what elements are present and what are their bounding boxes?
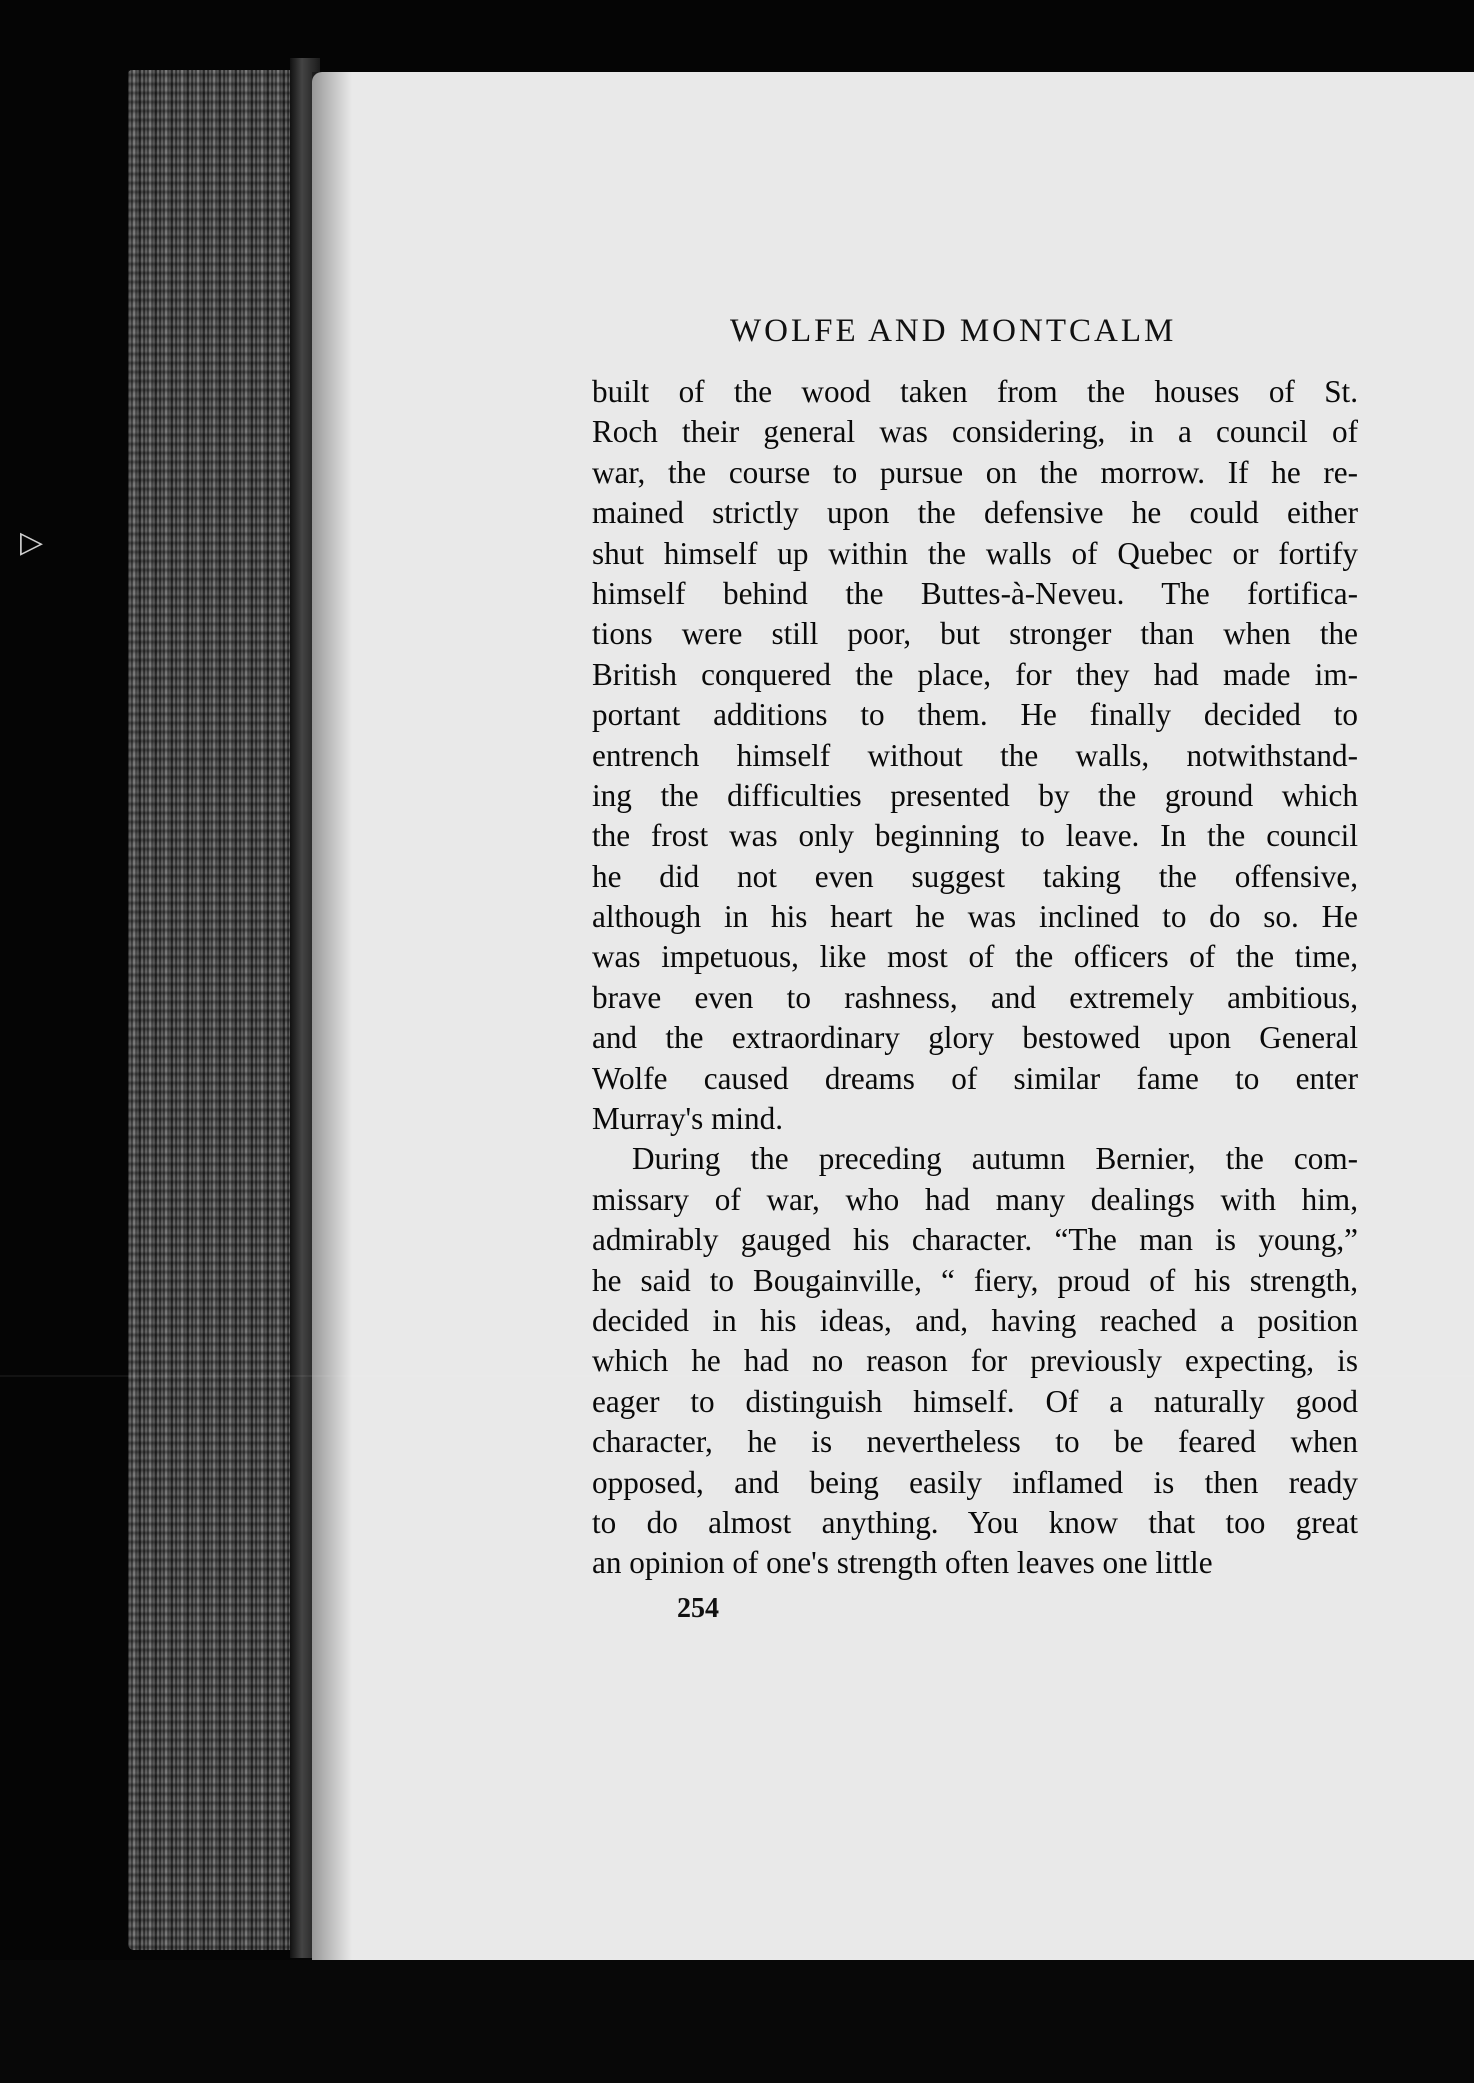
scan-bottom-border bbox=[0, 1960, 1474, 2083]
text-line: although in his heart he was inclined to do so. He bbox=[592, 899, 1358, 935]
text-line: brave even to rashness, and extremely ambitious, bbox=[592, 979, 1358, 1015]
text-line: Roch their general was considering, in a council of bbox=[592, 414, 1358, 450]
text-line: he said to Bougainville, “ fiery, proud of his strength, bbox=[592, 1262, 1358, 1298]
text-line: tions were still poor, but stronger than when the bbox=[592, 616, 1358, 652]
text-line: Wolfe caused dreams of similar fame to enter bbox=[592, 1060, 1358, 1096]
text-line: an opinion of one's strength often leaves one little bbox=[592, 1545, 1213, 1581]
paragraph-1 bbox=[592, 372, 1358, 1139]
text-line: missary of war, who had many dealings with him, bbox=[592, 1181, 1358, 1217]
text-line: decided in his ideas, and, having reached a position bbox=[592, 1302, 1358, 1338]
text-line: ing the difficulties presented by the ground which bbox=[592, 777, 1358, 813]
text-line: character, he is nevertheless to be feared when bbox=[592, 1424, 1358, 1460]
text-line: British conquered the place, for they had made im- bbox=[592, 656, 1358, 692]
text-line: portant additions to them. He finally decided to bbox=[592, 697, 1358, 733]
body-text bbox=[592, 372, 1358, 1584]
page-number: 254 bbox=[677, 1593, 719, 1624]
text-line: himself behind the Buttes-à-Neveu. The fortifica- bbox=[592, 575, 1358, 611]
page-gutter-shadow bbox=[312, 72, 352, 1972]
text-line: Murray's mind. bbox=[592, 1101, 783, 1137]
text-line: opposed, and being easily inflamed is then ready bbox=[592, 1464, 1358, 1500]
text-line: was impetuous, like most of the officers of the time, bbox=[592, 939, 1358, 975]
text-line: eager to distinguish himself. Of a naturally good bbox=[592, 1383, 1358, 1419]
text-line: war, the course to pursue on the morrow. If he re- bbox=[592, 454, 1358, 490]
text-line: which he had no reason for previously expecting, is bbox=[592, 1343, 1358, 1379]
text-line: mained strictly upon the defensive he could either bbox=[592, 495, 1358, 531]
text-line: entrench himself without the walls, notwithstand- bbox=[592, 737, 1358, 773]
margin-mark: ▷ bbox=[20, 525, 44, 560]
running-head: WOLFE AND MONTCALM bbox=[730, 313, 1177, 349]
text-line: built of the wood taken from the houses of St. bbox=[592, 374, 1358, 409]
text-line: to do almost anything. You know that too great bbox=[592, 1504, 1358, 1540]
text-line: During the preceding autumn Bernier, the com- bbox=[632, 1141, 1358, 1177]
paragraph-2 bbox=[592, 1139, 1358, 1583]
text-line: the frost was only beginning to leave. In the council bbox=[592, 818, 1358, 854]
text-line: and the extraordinary glory bestowed upon General bbox=[592, 1020, 1358, 1056]
text-line: shut himself up within the walls of Quebec or fortify bbox=[592, 535, 1358, 571]
text-line: admirably gauged his character. “The man is young,” bbox=[592, 1222, 1358, 1258]
text-line: he did not even suggest taking the offensive, bbox=[592, 858, 1358, 894]
